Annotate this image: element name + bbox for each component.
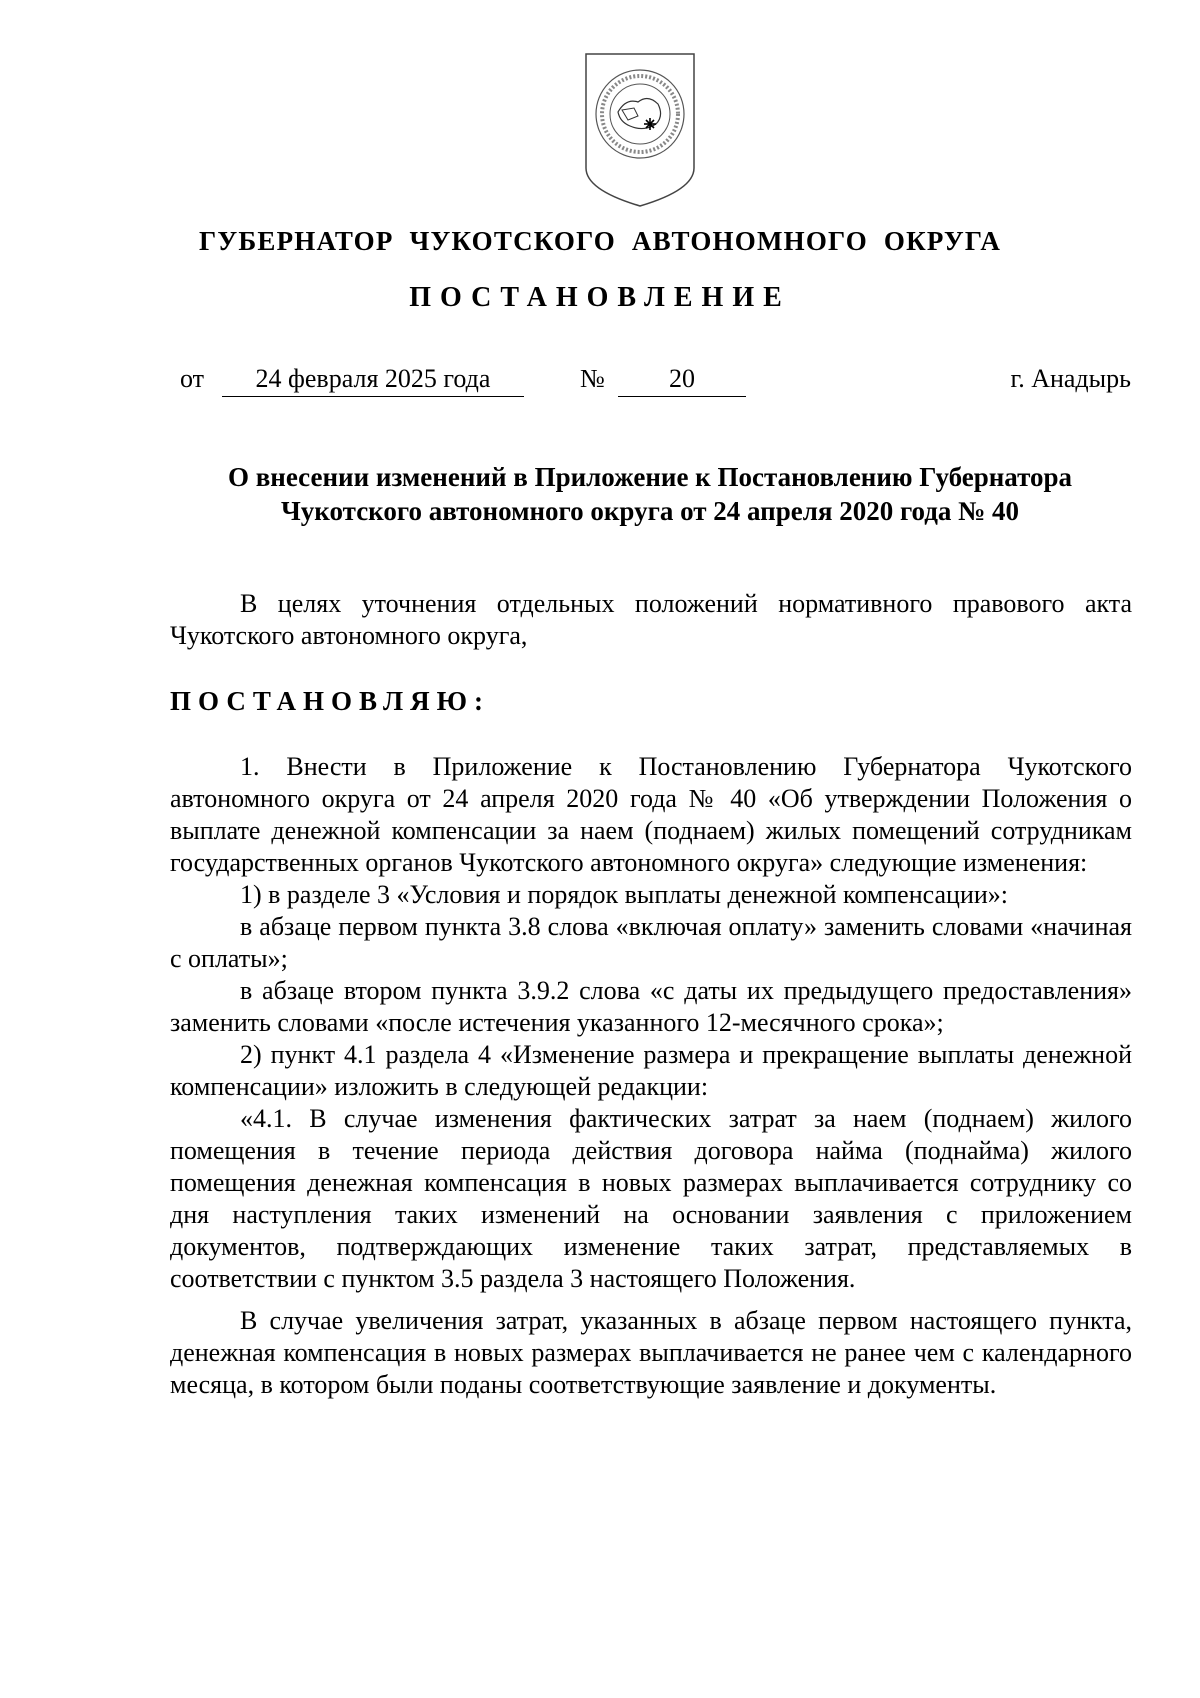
coat-of-arms-icon [578, 50, 702, 210]
preamble [170, 588, 1132, 652]
paragraph: «4.1. В случае изменения фактических затрат за наем (поднаем) жилого помещения в течение периода действия договора найма (поднайма) жилого помещения денежная компенсация в новых размерах выплачивается сотруднику со дня наступления таких изменений на основании заявления с приложением документов, подтверждающих изменение таких затрат, представляемых в соответствии с пунктом 3.5 раздела 3 настоящего Положения. [170, 1104, 1132, 1293]
document-city: г. Анадырь [1010, 364, 1131, 393]
title-line-2: Чукотского автономного округа от 24 апреля 2020 года № 40 [280, 496, 1020, 526]
document-meta [0, 364, 1200, 404]
paragraph: 1. Внести в Приложение к Постановлению Губернатора Чукотского автономного округа от 24 апреля 2020 года № 40 «Об утверждении Положения о выплате денежной компенсации за наем (поднаем) жилых помещений сотрудникам государственных органов Чукотского автономного округа» следующие изменения: [170, 752, 1132, 877]
document-type: ПОСТАНОВЛЕНИЕ [409, 282, 791, 313]
paragraph: в абзаце втором пункта 3.9.2 слова «с даты их предыдущего предоставления» заменить словами «после истечения указанного 12-месячного срока»; [170, 976, 1132, 1037]
paragraph: В случае увеличения затрат, указанных в абзаце первом настоящего пункта, денежная компенсация в новых размерах выплачивается не ранее чем с календарного месяца, в котором были поданы соответствующие заявление и документы. [170, 1306, 1132, 1399]
paragraph: в абзаце первом пункта 3.8 слова «включая оплату» заменить словами «начиная с оплаты»; [170, 912, 1132, 973]
decree-heading: ПОСТАНОВЛЯЮ: [170, 686, 490, 716]
document-date: 24 февраля 2025 года [222, 364, 524, 397]
document-title [170, 460, 1130, 528]
number-label: № [580, 364, 605, 393]
paragraph: 2) пункт 4.1 раздела 4 «Изменение размера и прекращение выплаты денежной компенсации» изложить в следующей редакции: [170, 1040, 1132, 1101]
preamble-text: В целях уточнения отдельных положений нормативного правового акта Чукотского автономного округа, [170, 589, 1132, 650]
date-label: от [180, 364, 205, 393]
issuing-authority: ГУБЕРНАТОР ЧУКОТСКОГО АВТОНОМНОГО ОКРУГА [198, 226, 1002, 256]
decree-body [170, 751, 1132, 1401]
paragraph: 1) в разделе 3 «Условия и порядок выплаты денежной компенсации»: [240, 880, 1009, 909]
document-number: 20 [618, 364, 746, 397]
title-line-1: О внесении изменений в Приложение к Постановлению Губернатора [227, 462, 1073, 492]
